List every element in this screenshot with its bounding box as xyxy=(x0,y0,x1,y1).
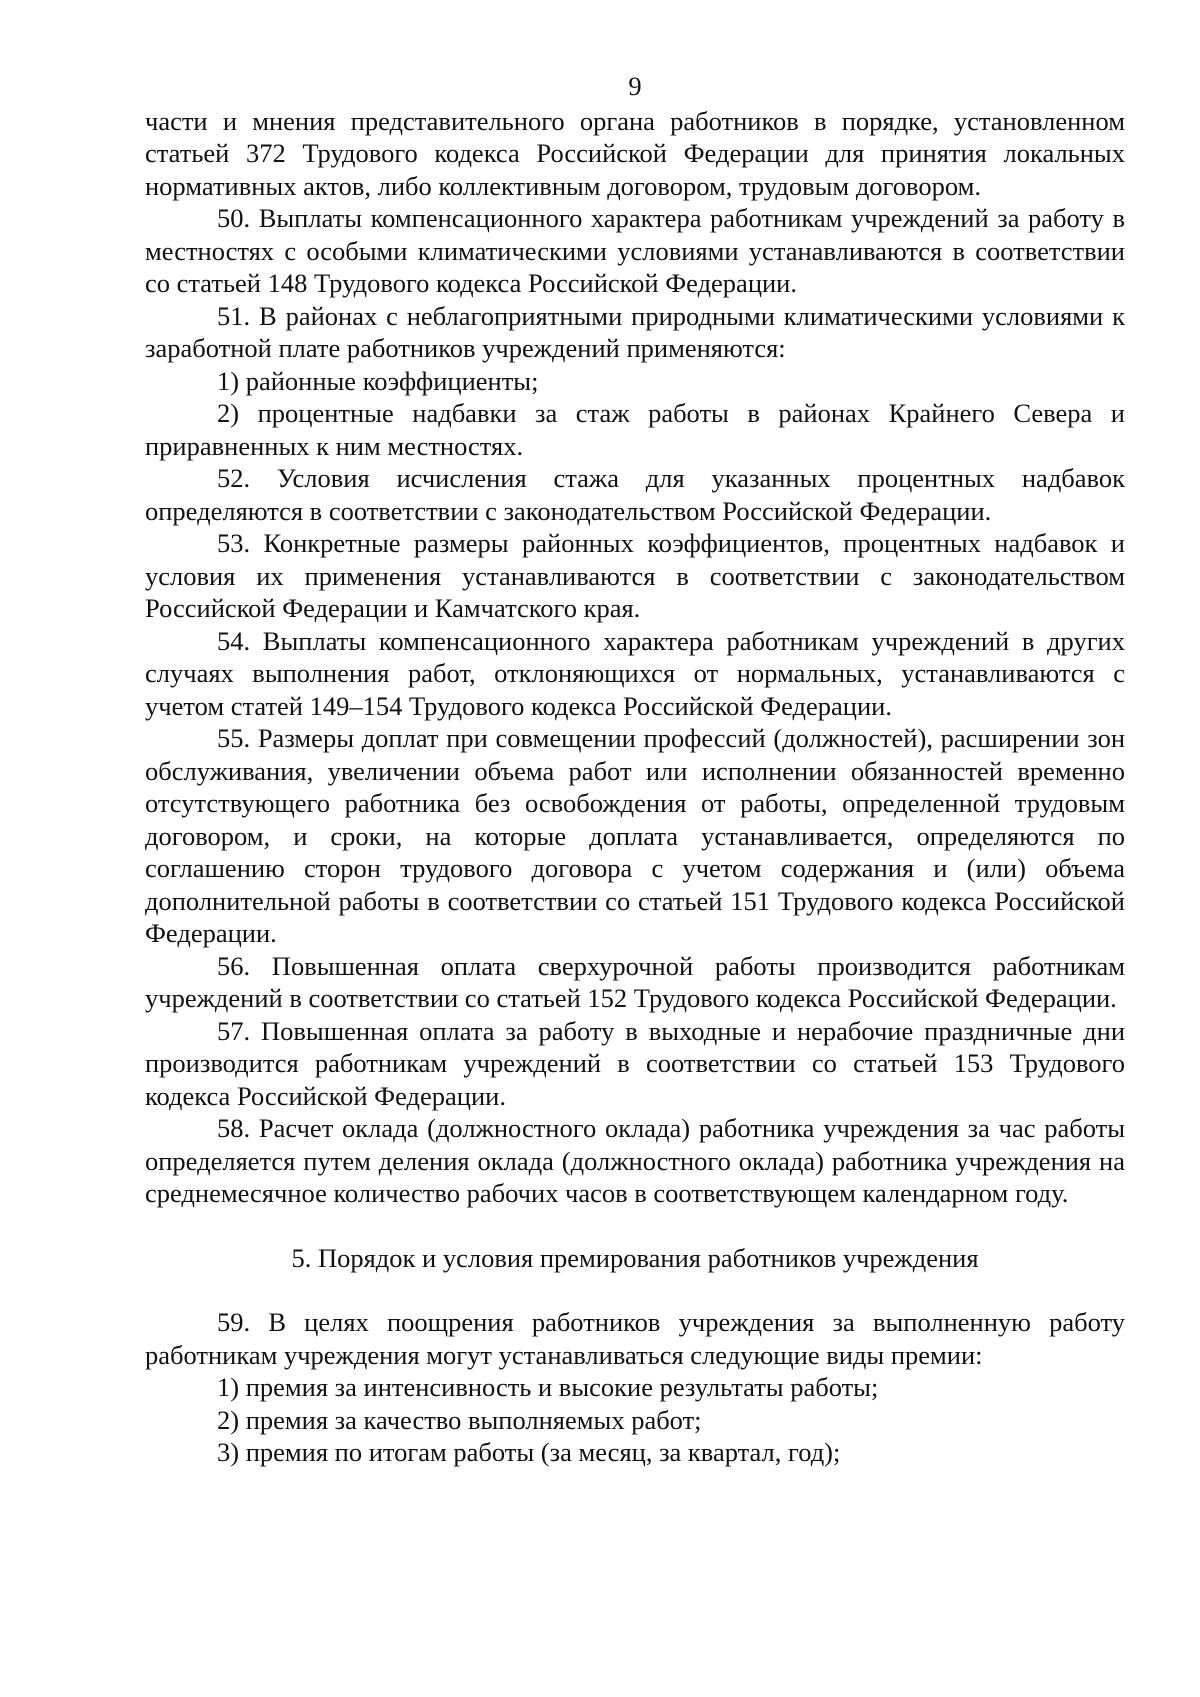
paragraph: 56. Повышенная оплата сверхурочной работы производится работникам учреждений в соответствии со статьей 152 Трудового кодекса Российской Федерации. xyxy=(145,950,1125,1013)
list-item: 3) премия по итогам работы (за месяц, за квартал, год); xyxy=(217,1437,841,1467)
document-page xyxy=(145,70,1125,1469)
paragraph: 53. Конкретные размеры районных коэффициентов, процентных надбавок и условия их применения устанавливаются в соответствии с законодательством Российской Федерации и Камчатского края. xyxy=(145,528,1125,623)
body-before-heading xyxy=(145,105,1125,1210)
paragraph: 59. В целях поощрения работников учреждения за выполненную работу работникам учреждения могут устанавливаться следующие виды премии: xyxy=(145,1307,1125,1370)
paragraph: 58. Расчет оклада (должностного оклада) работника учреждения за час работы определяется путем деления оклада (должностного оклада) работника учреждения на среднемесячное количество рабочих часов в соответствующем календарном году. xyxy=(145,1113,1125,1208)
list-item: 1) премия за интенсивность и высокие результаты работы; xyxy=(217,1372,879,1402)
paragraph: 51. В районах с неблагоприятными природными климатическими условиями к заработной плате работников учреждений применяются: xyxy=(145,300,1125,363)
section-heading: 5. Порядок и условия премирования работников учреждения xyxy=(291,1242,979,1273)
paragraph: 54. Выплаты компенсационного характера работникам учреждений в других случаях выполнения работ, отклоняющихся от нормальных, устанавливаются с учетом статей 149–154 Трудового кодекса Российской Федерации. xyxy=(145,625,1125,721)
paragraph: 50. Выплаты компенсационного характера работникам учреждений за работу в местностях с особыми климатическими условиями устанавливаются в соответствии со статьей 148 Трудового кодекса Российской Федерации. xyxy=(145,203,1125,298)
list-item: 1) районные коэффициенты; xyxy=(217,365,539,396)
paragraph: 57. Повышенная оплата за работу в выходные и нерабочие праздничные дни производится работникам учреждений в соответствии со статьей 153 Трудового кодекса Российской Федерации. xyxy=(145,1015,1125,1111)
paragraph: 55. Размеры доплат при совмещении профессий (должностей), расширении зон обслуживания, увеличении объема работ или исполнении обязанностей временно отсутствующего работника без освобождения от работы, определенной трудовым договором, и сроки, на которые доплата устанавливается, определяются по соглашению сторон трудового договора с учетом содержания и (или) объема дополнительной работы в соответствии со статьей 151 Трудового кодекса Российской Федерации. xyxy=(145,723,1125,948)
body-after-heading xyxy=(145,1306,1125,1469)
paragraph: части и мнения представительного органа работников в порядке, установленном статьей 372 Трудового кодекса Российской Федерации для принятия локальных нормативных актов, либо коллективным договором, трудовым договором. xyxy=(145,105,1125,201)
page-number: 9 xyxy=(628,71,642,101)
list-item: 2) процентные надбавки за стаж работы в районах Крайнего Севера и приравненных к ним местностях. xyxy=(145,398,1125,461)
list-item: 2) премия за качество выполняемых работ; xyxy=(217,1404,702,1435)
paragraph: 52. Условия исчисления стажа для указанных процентных надбавок определяются в соответствии с законодательством Российской Федерации. xyxy=(145,463,1125,526)
